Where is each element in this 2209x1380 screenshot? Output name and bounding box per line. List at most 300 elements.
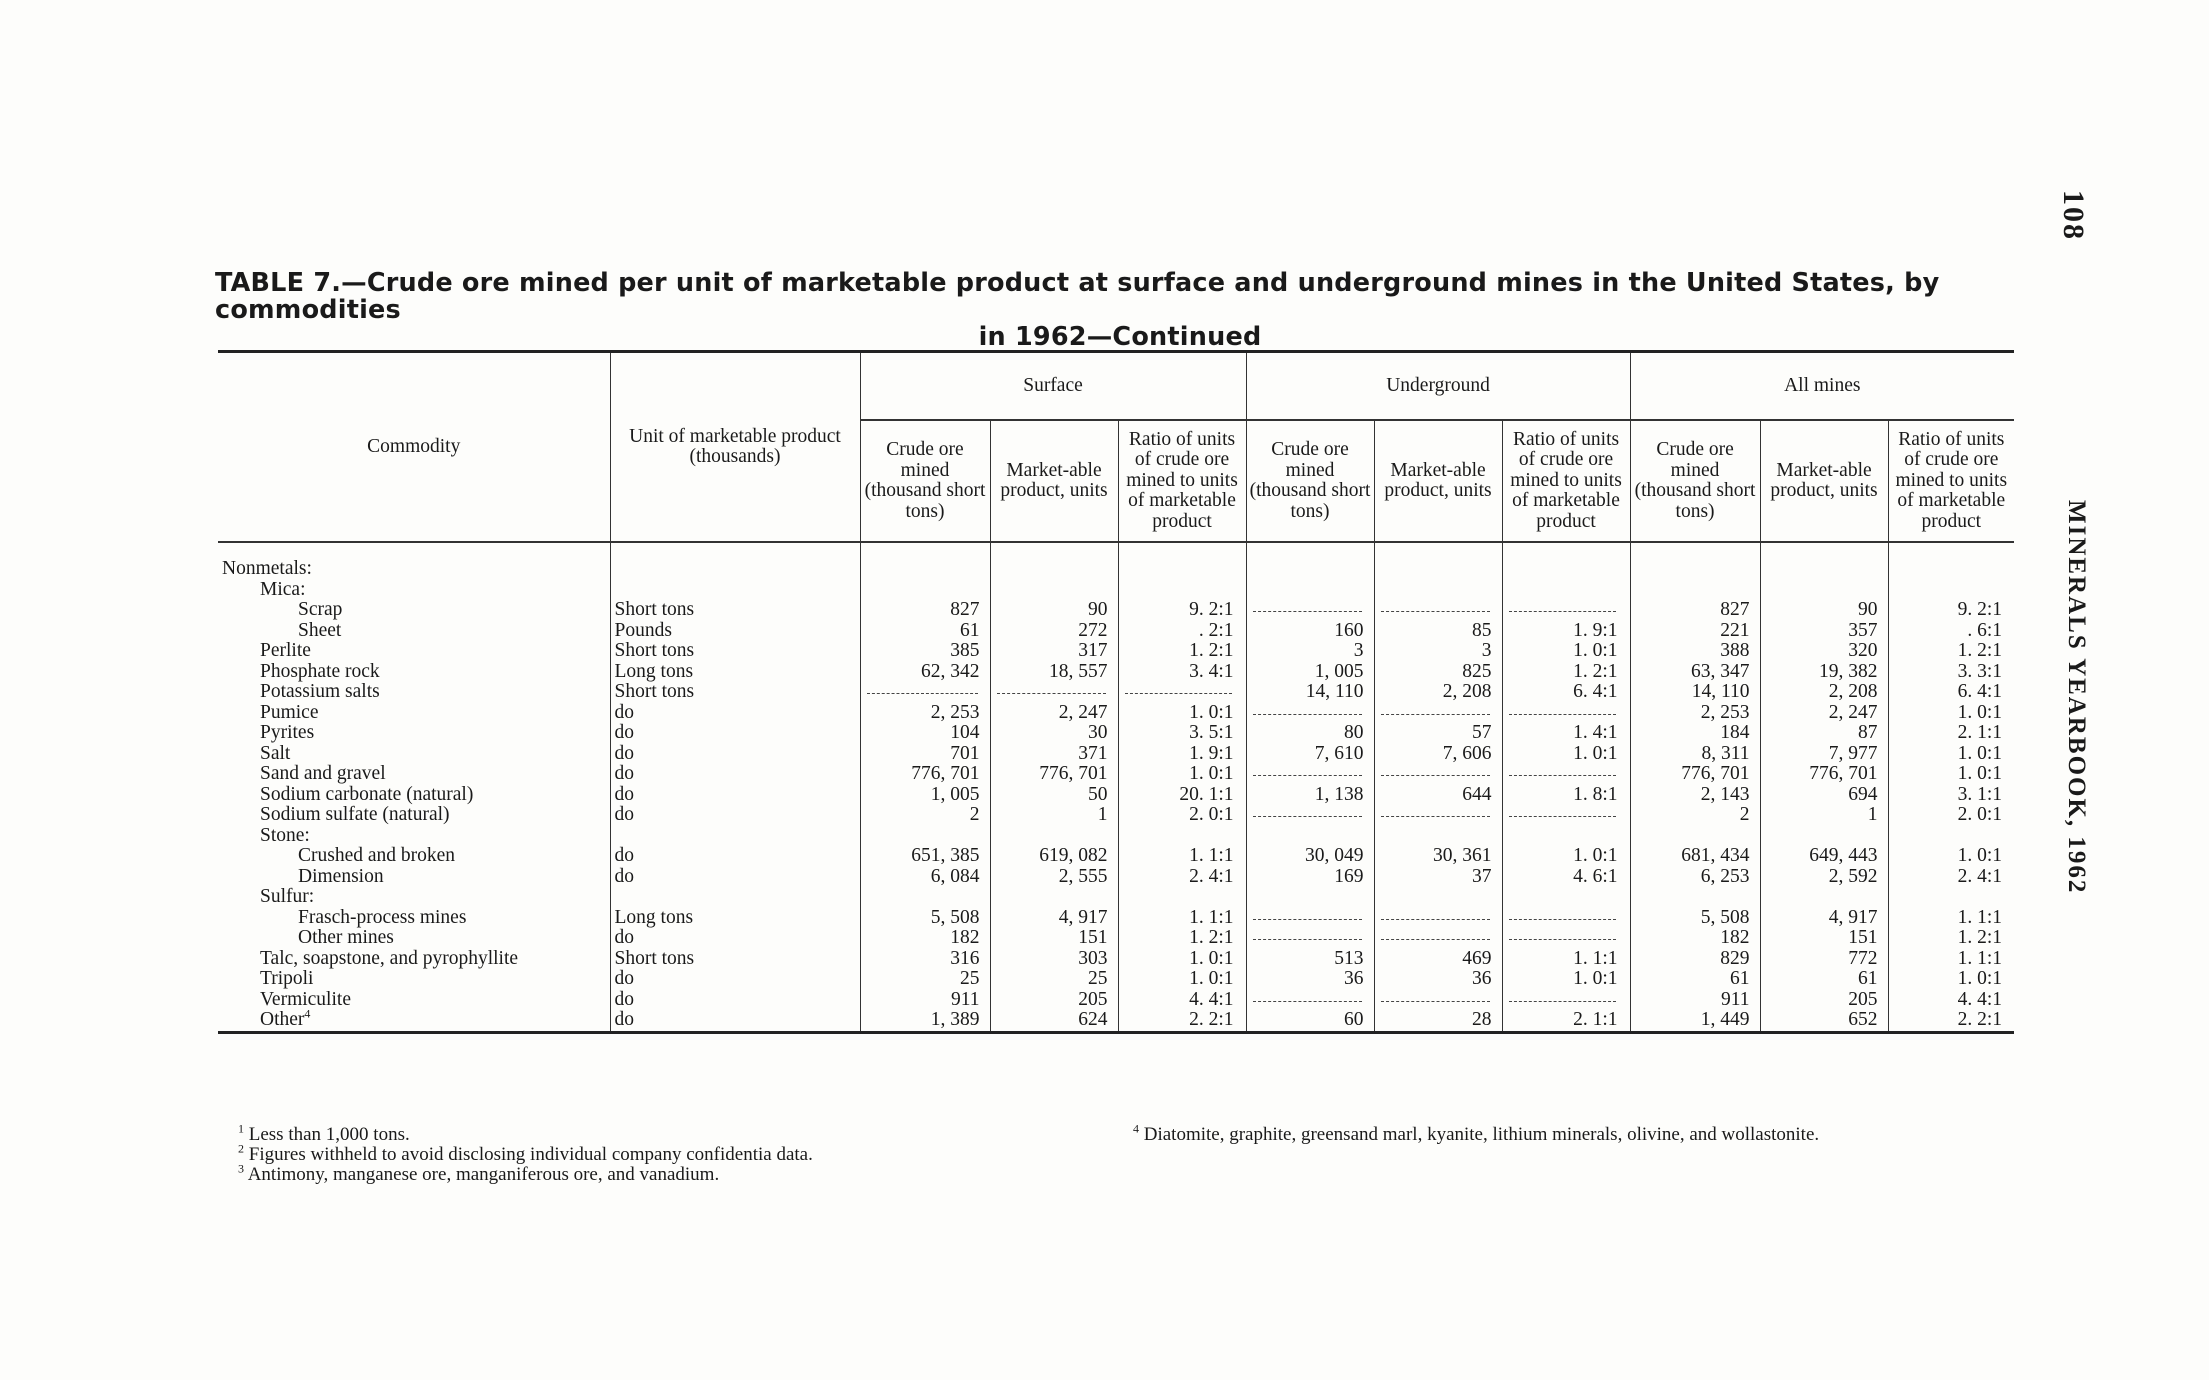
value-cell: 1. 0:1 <box>1118 949 1246 970</box>
table-title-line2: in 1962—Continued <box>978 322 1262 352</box>
value-cell: 61 <box>1760 969 1888 990</box>
empty-cell-leader <box>860 682 990 703</box>
unit-cell: do <box>610 1010 860 1032</box>
footnote-text: Less than 1,000 tons. <box>248 1124 410 1145</box>
value-cell <box>1118 887 1246 908</box>
value-cell <box>1246 580 1374 601</box>
value-cell <box>1888 559 2014 580</box>
value-cell: 1. 9:1 <box>1118 744 1246 765</box>
dash-leader <box>867 682 978 694</box>
value-cell: 184 <box>1630 723 1760 744</box>
empty-cell-leader <box>1374 928 1502 949</box>
empty-cell-leader <box>1374 600 1502 621</box>
value-cell: 469 <box>1374 949 1502 970</box>
value-cell <box>1502 887 1630 908</box>
header-unit: Unit of marketable product (thousands) <box>610 352 860 543</box>
data-table <box>218 350 2014 1034</box>
value-cell <box>1760 559 1888 580</box>
value-cell: 1. 0:1 <box>1957 701 2003 723</box>
table-row <box>218 805 2014 826</box>
commodity-label: Frasch-process mines <box>298 906 467 928</box>
table-row <box>218 559 2014 580</box>
value-cell: 221 <box>1630 621 1760 642</box>
value-cell: 18, 557 <box>990 662 1118 683</box>
value-cell: 513 <box>1246 949 1374 970</box>
commodity-label: Scrap <box>298 599 343 620</box>
value-cell: 385 <box>860 641 990 662</box>
value-cell: 1. 0:1 <box>1118 703 1246 724</box>
value-cell <box>860 826 990 847</box>
value-cell <box>860 887 990 908</box>
value-cell: 90 <box>990 600 1118 621</box>
empty-cell-leader <box>1502 928 1630 949</box>
commodity-label: Other <box>260 1009 305 1030</box>
header-all-marketable: Market-able product, units <box>1760 420 1888 542</box>
commodity-label: Vermiculite <box>260 988 351 1010</box>
value-cell: 911 <box>860 990 990 1011</box>
unit-cell: Short tons <box>610 600 860 621</box>
value-cell: 776, 701 <box>1760 764 1888 785</box>
value-cell <box>1502 580 1630 601</box>
value-cell: 317 <box>990 641 1118 662</box>
commodity-label: Pumice <box>260 701 319 723</box>
value-cell: 19, 382 <box>1760 662 1888 683</box>
table-row <box>218 826 2014 847</box>
unit-cell <box>610 559 860 580</box>
value-cell: 1. 0:1 <box>1502 641 1630 662</box>
value-cell: 87 <box>1760 723 1888 744</box>
commodity-cell <box>218 682 610 703</box>
value-cell <box>1374 580 1502 601</box>
dash-leader <box>1381 805 1490 817</box>
commodity-cell <box>218 887 610 908</box>
value-cell: 2, 253 <box>860 703 990 724</box>
empty-cell-leader <box>1502 703 1630 724</box>
value-cell: 61 <box>1630 969 1760 990</box>
commodity-cell <box>218 846 610 867</box>
value-cell: 371 <box>990 744 1118 765</box>
table-row <box>218 928 2014 949</box>
value-cell: 1. 0:1 <box>1502 846 1630 867</box>
value-cell <box>860 559 990 580</box>
unit-cell: Short tons <box>610 949 860 970</box>
value-cell: 1, 449 <box>1630 1010 1760 1032</box>
empty-cell-leader <box>1502 805 1630 826</box>
value-cell: 6, 253 <box>1630 867 1760 888</box>
value-cell: 205 <box>990 990 1118 1011</box>
value-cell: 7, 606 <box>1374 744 1502 765</box>
commodity-label: Perlite <box>260 640 311 661</box>
value-cell <box>1888 887 2014 908</box>
header-underground-marketable: Market-able product, units <box>1374 420 1502 542</box>
footnote <box>238 1161 1138 1185</box>
value-cell: 776, 701 <box>990 764 1118 785</box>
commodity-label: Potassium salts <box>260 681 380 702</box>
table-row <box>218 641 2014 662</box>
value-cell: 827 <box>860 600 990 621</box>
empty-cell-leader <box>1374 990 1502 1011</box>
value-cell: 25 <box>990 969 1118 990</box>
dash-leader <box>1509 600 1616 612</box>
value-cell: 4. 4:1 <box>1957 988 2003 1010</box>
value-cell: 619, 082 <box>990 846 1118 867</box>
value-cell: 2, 208 <box>1760 682 1888 703</box>
value-cell <box>1630 887 1760 908</box>
value-cell: 1. 0:1 <box>1502 969 1630 990</box>
value-cell: 7, 977 <box>1760 744 1888 765</box>
value-cell: 2, 555 <box>990 867 1118 888</box>
empty-cell-leader <box>1374 703 1502 724</box>
value-cell: 1 <box>1760 805 1888 826</box>
commodity-label: Salt <box>260 742 291 764</box>
dash-leader <box>1381 928 1490 940</box>
footnote <box>238 1141 1138 1165</box>
unit-cell: do <box>610 723 860 744</box>
value-cell: 4. 4:1 <box>1118 990 1246 1011</box>
value-cell: 85 <box>1374 621 1502 642</box>
value-cell: 1. 0:1 <box>1957 742 2003 764</box>
commodity-cell <box>218 949 610 970</box>
header-all-crude: Crude ore mined (thousand short tons) <box>1630 420 1760 542</box>
value-cell: 57 <box>1374 723 1502 744</box>
value-cell: 28 <box>1374 1010 1502 1032</box>
commodity-cell <box>218 1006 610 1032</box>
dash-leader <box>1509 805 1616 817</box>
dash-leader <box>1381 703 1490 715</box>
commodity-label: Phosphate rock <box>260 660 380 682</box>
table-row <box>218 785 2014 806</box>
commodity-cell <box>218 826 610 847</box>
value-cell: 3. 1:1 <box>1957 783 2003 805</box>
table-row <box>218 887 2014 908</box>
unit-cell: do <box>610 846 860 867</box>
value-cell <box>1888 826 2014 847</box>
header-underground-ratio: Ratio of units of crude ore mined to units of marketable product <box>1502 420 1630 542</box>
unit-cell: do <box>610 785 860 806</box>
value-cell <box>1630 559 1760 580</box>
empty-cell-leader <box>1246 805 1374 826</box>
value-cell: 644 <box>1374 785 1502 806</box>
empty-cell-leader <box>1246 703 1374 724</box>
value-cell: 776, 701 <box>860 764 990 785</box>
empty-cell-leader <box>1374 805 1502 826</box>
footnote-mark: 3 <box>238 1161 244 1176</box>
unit-cell: do <box>610 805 860 826</box>
value-cell: 60 <box>1246 1010 1374 1032</box>
value-cell: 4, 917 <box>990 908 1118 929</box>
value-cell: 316 <box>860 949 990 970</box>
commodity-cell <box>218 928 610 949</box>
commodity-cell <box>218 621 610 642</box>
value-cell: 20. 1:1 <box>1118 785 1246 806</box>
value-cell: 1. 1:1 <box>1118 846 1246 867</box>
commodity-label: Sulfur: <box>260 886 315 907</box>
header-all-ratio: Ratio of units of crude ore mined to units of marketable product <box>1888 420 2014 542</box>
dash-leader <box>1125 682 1232 694</box>
unit-cell <box>610 887 860 908</box>
value-cell: 651, 385 <box>860 846 990 867</box>
table-row <box>218 744 2014 765</box>
header-surface-crude: Crude ore mined (thousand short tons) <box>860 420 990 542</box>
table-row <box>218 580 2014 601</box>
header-surface-marketable: Market-able product, units <box>990 420 1118 542</box>
value-cell: 3. 3:1 <box>1957 660 2003 682</box>
value-cell: 205 <box>1760 990 1888 1011</box>
value-cell: 2, 208 <box>1374 682 1502 703</box>
value-cell: 90 <box>1760 600 1888 621</box>
footnote-mark: 1 <box>238 1121 244 1136</box>
empty-cell-leader <box>1374 908 1502 929</box>
value-cell: 1. 8:1 <box>1502 785 1630 806</box>
value-cell: 1. 0:1 <box>1118 969 1246 990</box>
dash-leader <box>1381 908 1490 920</box>
unit-cell: do <box>610 867 860 888</box>
value-cell: 30, 049 <box>1246 846 1374 867</box>
value-cell: 2 <box>860 805 990 826</box>
value-cell <box>1760 887 1888 908</box>
unit-cell: Long tons <box>610 908 860 929</box>
empty-cell-leader <box>1374 764 1502 785</box>
value-cell: 1. 0:1 <box>1957 763 2003 784</box>
unit-cell: Short tons <box>610 641 860 662</box>
dash-leader <box>1253 990 1362 1002</box>
value-cell: . 2:1 <box>1118 621 1246 642</box>
value-cell: 4. 6:1 <box>1502 867 1630 888</box>
dash-leader <box>1509 990 1616 1002</box>
table-row <box>218 703 2014 724</box>
value-cell: 1. 2:1 <box>1957 927 2003 948</box>
commodity-cell <box>218 744 610 765</box>
table-row <box>218 723 2014 744</box>
unit-cell: do <box>610 744 860 765</box>
value-cell: 2. 4:1 <box>1118 867 1246 888</box>
header-commodity: Commodity <box>218 352 610 543</box>
value-cell: 272 <box>990 621 1118 642</box>
value-cell: 776, 701 <box>1630 764 1760 785</box>
value-cell <box>1502 559 1630 580</box>
commodity-cell <box>218 641 610 662</box>
empty-cell-leader <box>1246 928 1374 949</box>
value-cell: 2, 143 <box>1630 785 1760 806</box>
table-row <box>218 867 2014 888</box>
empty-cell-leader <box>1246 908 1374 929</box>
value-cell: 827 <box>1630 600 1760 621</box>
value-cell: . 6:1 <box>1967 619 2003 641</box>
dash-leader <box>1253 703 1362 715</box>
value-cell: 14, 110 <box>1246 682 1374 703</box>
value-cell <box>1630 580 1760 601</box>
table-row <box>218 764 2014 785</box>
commodity-cell <box>218 867 610 888</box>
unit-cell: do <box>610 990 860 1011</box>
value-cell: 30, 361 <box>1374 846 1502 867</box>
value-cell: 2. 2:1 <box>1118 1010 1246 1032</box>
value-cell: 357 <box>1760 621 1888 642</box>
commodity-label: Talc, soapstone, and pyrophyllite <box>260 947 519 969</box>
commodity-label: Tripoli <box>260 968 314 989</box>
value-cell <box>1374 887 1502 908</box>
value-cell: 2, 592 <box>1760 867 1888 888</box>
value-cell: 2, 247 <box>1760 703 1888 724</box>
unit-cell: do <box>610 928 860 949</box>
value-cell: 80 <box>1246 723 1374 744</box>
value-cell: 2. 0:1 <box>1118 805 1246 826</box>
value-cell: 1. 1:1 <box>1957 906 2003 928</box>
dash-leader <box>1253 928 1362 940</box>
commodity-cell <box>218 703 610 724</box>
value-cell <box>990 826 1118 847</box>
footnote-text: Diatomite, graphite, greensand marl, kyanite, lithium minerals, olivine, and wollastonite. <box>1143 1124 1820 1145</box>
unit-cell <box>610 826 860 847</box>
empty-cell-leader <box>1502 908 1630 929</box>
value-cell: 1. 0:1 <box>1118 764 1246 785</box>
value-cell: 37 <box>1374 867 1502 888</box>
value-cell: 50 <box>990 785 1118 806</box>
unit-cell: do <box>610 969 860 990</box>
empty-cell-leader <box>1246 990 1374 1011</box>
value-cell <box>1374 559 1502 580</box>
footnote-text: Figures withheld to avoid disclosing individual company confidentia data. <box>248 1144 813 1165</box>
value-cell: 30 <box>990 723 1118 744</box>
dash-leader <box>1381 600 1490 612</box>
value-cell: 303 <box>990 949 1118 970</box>
header-surface-ratio: Ratio of units of crude ore mined to units of marketable product <box>1118 420 1246 542</box>
value-cell: 649, 443 <box>1760 846 1888 867</box>
value-cell: 182 <box>860 928 990 949</box>
value-cell: 1. 2:1 <box>1118 641 1246 662</box>
value-cell: 36 <box>1374 969 1502 990</box>
value-cell: 1. 2:1 <box>1502 662 1630 683</box>
commodity-cell <box>218 559 610 580</box>
empty-cell-leader <box>1246 764 1374 785</box>
value-cell: 160 <box>1246 621 1374 642</box>
value-cell: 1, 138 <box>1246 785 1374 806</box>
value-cell <box>1502 826 1630 847</box>
footnotes-right <box>1133 1121 2013 1145</box>
value-cell: 2. 1:1 <box>1957 722 2003 743</box>
value-cell: 2. 1:1 <box>1502 1010 1630 1032</box>
value-cell: 62, 342 <box>860 662 990 683</box>
value-cell: 151 <box>990 928 1118 949</box>
value-cell <box>1888 580 2014 601</box>
footnote-ref: 4 <box>304 1006 311 1021</box>
dash-leader <box>1509 908 1616 920</box>
empty-cell-leader <box>1502 990 1630 1011</box>
table-row <box>218 949 2014 970</box>
empty-cell-leader <box>1118 682 1246 703</box>
value-cell: 1. 9:1 <box>1502 621 1630 642</box>
value-cell: 169 <box>1246 867 1374 888</box>
commodity-cell <box>218 785 610 806</box>
dash-leader <box>1509 703 1616 715</box>
value-cell: 5, 508 <box>1630 908 1760 929</box>
commodity-label: Sodium sulfate (natural) <box>260 804 450 825</box>
unit-cell <box>610 580 860 601</box>
value-cell: 1. 2:1 <box>1957 640 2003 661</box>
table-row <box>218 600 2014 621</box>
value-cell: 104 <box>860 723 990 744</box>
value-cell: 14, 110 <box>1630 682 1760 703</box>
empty-cell-leader <box>1246 600 1374 621</box>
value-cell <box>1630 826 1760 847</box>
value-cell <box>1760 580 1888 601</box>
value-cell: 8, 311 <box>1630 744 1760 765</box>
running-head: MINERALS YEARBOOK, 1962 <box>2063 500 2090 895</box>
value-cell <box>990 887 1118 908</box>
unit-cell: do <box>610 703 860 724</box>
commodity-label: Dimension <box>298 865 384 887</box>
table-row <box>218 908 2014 929</box>
footnote-text: Antimony, manganese ore, manganiferous ore, and vanadium. <box>247 1164 720 1185</box>
commodity-label: Sheet <box>298 619 342 641</box>
value-cell: 182 <box>1630 928 1760 949</box>
value-cell: 388 <box>1630 641 1760 662</box>
value-cell: 6. 4:1 <box>1957 681 2003 702</box>
commodity-label: Mica: <box>260 578 306 600</box>
value-cell: 1. 4:1 <box>1502 723 1630 744</box>
value-cell: 151 <box>1760 928 1888 949</box>
value-cell: 2. 0:1 <box>1957 804 2003 825</box>
value-cell <box>1760 826 1888 847</box>
dash-leader <box>1381 990 1490 1002</box>
table-row <box>218 990 2014 1011</box>
table-spacer <box>218 542 2014 559</box>
commodity-cell <box>218 805 610 826</box>
footnote-mark: 2 <box>238 1141 244 1156</box>
value-cell: 5, 508 <box>860 908 990 929</box>
commodity-label: Other mines <box>298 927 394 948</box>
header-all-mines: All mines <box>1630 352 2014 421</box>
value-cell: 25 <box>860 969 990 990</box>
value-cell: 63, 347 <box>1630 662 1760 683</box>
value-cell: 3 <box>1246 641 1374 662</box>
dash-leader <box>1509 764 1616 776</box>
value-cell: 36 <box>1246 969 1374 990</box>
commodity-label: Crushed and broken <box>298 845 456 866</box>
table-title <box>215 270 2025 351</box>
dash-leader <box>1253 764 1362 776</box>
value-cell: 701 <box>860 744 990 765</box>
value-cell: 652 <box>1760 1010 1888 1032</box>
commodity-cell <box>218 600 610 621</box>
value-cell <box>1118 580 1246 601</box>
value-cell: 1, 389 <box>860 1010 990 1032</box>
value-cell: 7, 610 <box>1246 744 1374 765</box>
value-cell: 3. 4:1 <box>1118 662 1246 683</box>
value-cell <box>1118 559 1246 580</box>
value-cell: 1. 1:1 <box>1502 949 1630 970</box>
value-cell: 1, 005 <box>1246 662 1374 683</box>
commodity-label: Sodium carbonate (natural) <box>260 783 474 805</box>
value-cell: 4, 917 <box>1760 908 1888 929</box>
footnote-mark: 4 <box>1133 1121 1139 1136</box>
value-cell: 911 <box>1630 990 1760 1011</box>
value-cell: 320 <box>1760 641 1888 662</box>
value-cell: 2. 2:1 <box>1957 1009 2003 1030</box>
dash-leader <box>1509 928 1616 940</box>
value-cell: 9. 2:1 <box>1118 600 1246 621</box>
value-cell <box>860 580 990 601</box>
commodity-cell <box>218 723 610 744</box>
commodity-cell <box>218 969 610 990</box>
value-cell <box>1118 826 1246 847</box>
header-underground: Underground <box>1246 352 1630 421</box>
value-cell: 624 <box>990 1010 1118 1032</box>
header-surface: Surface <box>860 352 1246 421</box>
commodity-cell <box>218 580 610 601</box>
dash-leader <box>1253 805 1362 817</box>
value-cell: 1. 1:1 <box>1118 908 1246 929</box>
